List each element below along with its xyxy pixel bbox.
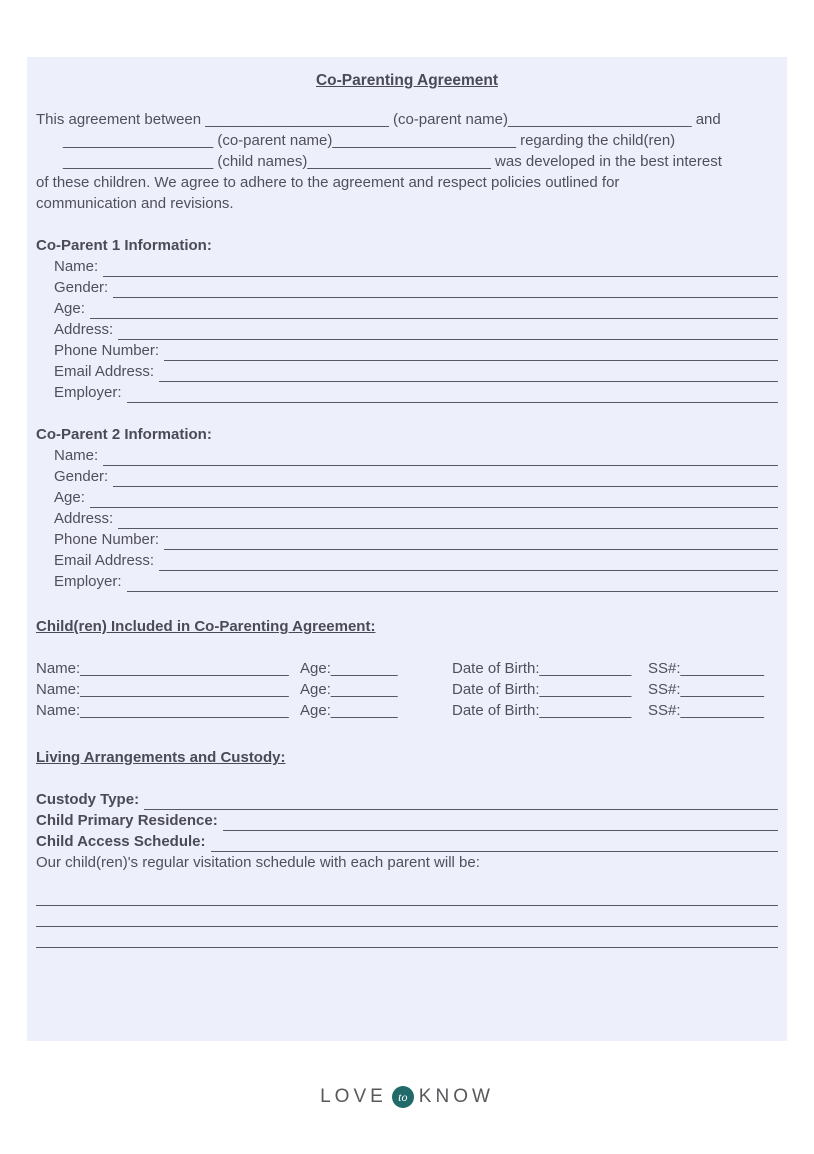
- field-label: Name:: [54, 258, 99, 275]
- blank-line-row: [36, 906, 778, 927]
- visitation-blank-lines: [36, 885, 778, 948]
- child-dob-cell: Date of Birth:___________: [452, 660, 632, 677]
- child-ss-cell: SS#:__________: [648, 681, 764, 698]
- field-label: Email Address:: [54, 363, 155, 380]
- children-table: [36, 658, 778, 721]
- intro-line: communication and revisions.: [36, 195, 234, 212]
- child-age-cell: Age:________: [300, 681, 398, 698]
- child-name-cell: Name:_________________________: [36, 702, 289, 719]
- field-row-primary-residence: [36, 810, 778, 831]
- field-row-custody-type: [36, 789, 778, 810]
- lovetoknow-logo: [0, 1086, 814, 1108]
- field-row-name: [36, 256, 778, 277]
- intro-line: This agreement between ______________________ (co-parent name)______________________ and: [36, 111, 721, 128]
- document-sheet: [27, 57, 787, 1041]
- blank-line: [127, 575, 778, 592]
- field-row-address: [36, 319, 778, 340]
- coparent1-fields: [36, 256, 778, 403]
- logo-to-text: to: [398, 1089, 408, 1104]
- blank-line: [118, 323, 778, 340]
- coparent1-heading: Co-Parent 1 Information:: [36, 237, 212, 254]
- document-title: Co-Parenting Agreement: [315, 72, 498, 89]
- blank-line: [164, 533, 778, 550]
- field-row-access-schedule: [36, 831, 778, 852]
- field-row-age: [36, 298, 778, 319]
- coparent2-fields: [36, 445, 778, 592]
- blank-line: [103, 449, 778, 466]
- field-label: Name:: [54, 447, 99, 464]
- field-label: Employer:: [54, 384, 122, 401]
- field-row-gender: [36, 277, 778, 298]
- field-row-name: [36, 445, 778, 466]
- child-name-cell: Name:_________________________: [36, 681, 289, 698]
- field-row-gender: [36, 466, 778, 487]
- intro-paragraph: [36, 109, 778, 214]
- field-label: Address:: [54, 321, 114, 338]
- logo-love-text: LOVE: [320, 1086, 387, 1107]
- child-ss-cell: SS#:__________: [648, 660, 764, 677]
- intro-line: __________________ (co-parent name)______________________ regarding the child(ren): [63, 132, 676, 149]
- field-row-employer: [36, 571, 778, 592]
- visitation-schedule-text: Our child(ren)'s regular visitation schedule with each parent will be:: [36, 854, 480, 871]
- table-row: [36, 658, 778, 679]
- field-label: Phone Number:: [54, 342, 160, 359]
- intro-line: of these children. We agree to adhere to the agreement and respect policies outlined for: [36, 174, 620, 191]
- field-row-employer: [36, 382, 778, 403]
- living-fields: [36, 789, 778, 873]
- field-label: Address:: [54, 510, 114, 527]
- child-age-cell: Age:________: [300, 702, 398, 719]
- blank-line: [144, 793, 778, 810]
- intro-line: __________________ (child names)______________________ was developed in the best interest: [63, 153, 722, 170]
- field-row-address: [36, 508, 778, 529]
- blank-line: [118, 512, 778, 529]
- blank-line: [90, 491, 778, 508]
- field-label: Age:: [54, 300, 85, 317]
- coparent2-heading: Co-Parent 2 Information:: [36, 426, 212, 443]
- field-label: Child Primary Residence:: [36, 812, 218, 829]
- child-dob-cell: Date of Birth:___________: [452, 702, 632, 719]
- blank-line: [159, 554, 778, 571]
- table-row: [36, 679, 778, 700]
- field-row-email: [36, 361, 778, 382]
- child-ss-cell: SS#:__________: [648, 702, 764, 719]
- blank-line: [113, 470, 778, 487]
- blank-line-row: [36, 885, 778, 906]
- field-label: Phone Number:: [54, 531, 160, 548]
- field-label: Employer:: [54, 573, 122, 590]
- blank-line: [223, 814, 778, 831]
- field-label: Custody Type:: [36, 791, 140, 808]
- child-dob-cell: Date of Birth:___________: [452, 681, 632, 698]
- living-section-heading: Living Arrangements and Custody:: [36, 749, 286, 766]
- children-section-heading: Child(ren) Included in Co-Parenting Agreement:: [36, 618, 376, 635]
- blank-line: [113, 281, 778, 298]
- blank-line: [211, 835, 779, 852]
- blank-line: [159, 365, 778, 382]
- field-row-phone: [36, 340, 778, 361]
- field-label: Gender:: [54, 468, 109, 485]
- child-age-cell: Age:________: [300, 660, 398, 677]
- table-row: [36, 700, 778, 721]
- field-row-email: [36, 550, 778, 571]
- logo-know-text: KNOW: [418, 1086, 494, 1107]
- field-row-age: [36, 487, 778, 508]
- field-label: Child Access Schedule:: [36, 833, 206, 850]
- blank-line: [127, 386, 778, 403]
- blank-line-row: [36, 927, 778, 948]
- blank-line: [103, 260, 778, 277]
- child-name-cell: Name:_________________________: [36, 660, 289, 677]
- blank-line: [164, 344, 778, 361]
- blank-line: [90, 302, 778, 319]
- logo-to-icon: [392, 1086, 414, 1108]
- field-row-phone: [36, 529, 778, 550]
- field-label: Age:: [54, 489, 85, 506]
- field-label: Gender:: [54, 279, 109, 296]
- field-label: Email Address:: [54, 552, 155, 569]
